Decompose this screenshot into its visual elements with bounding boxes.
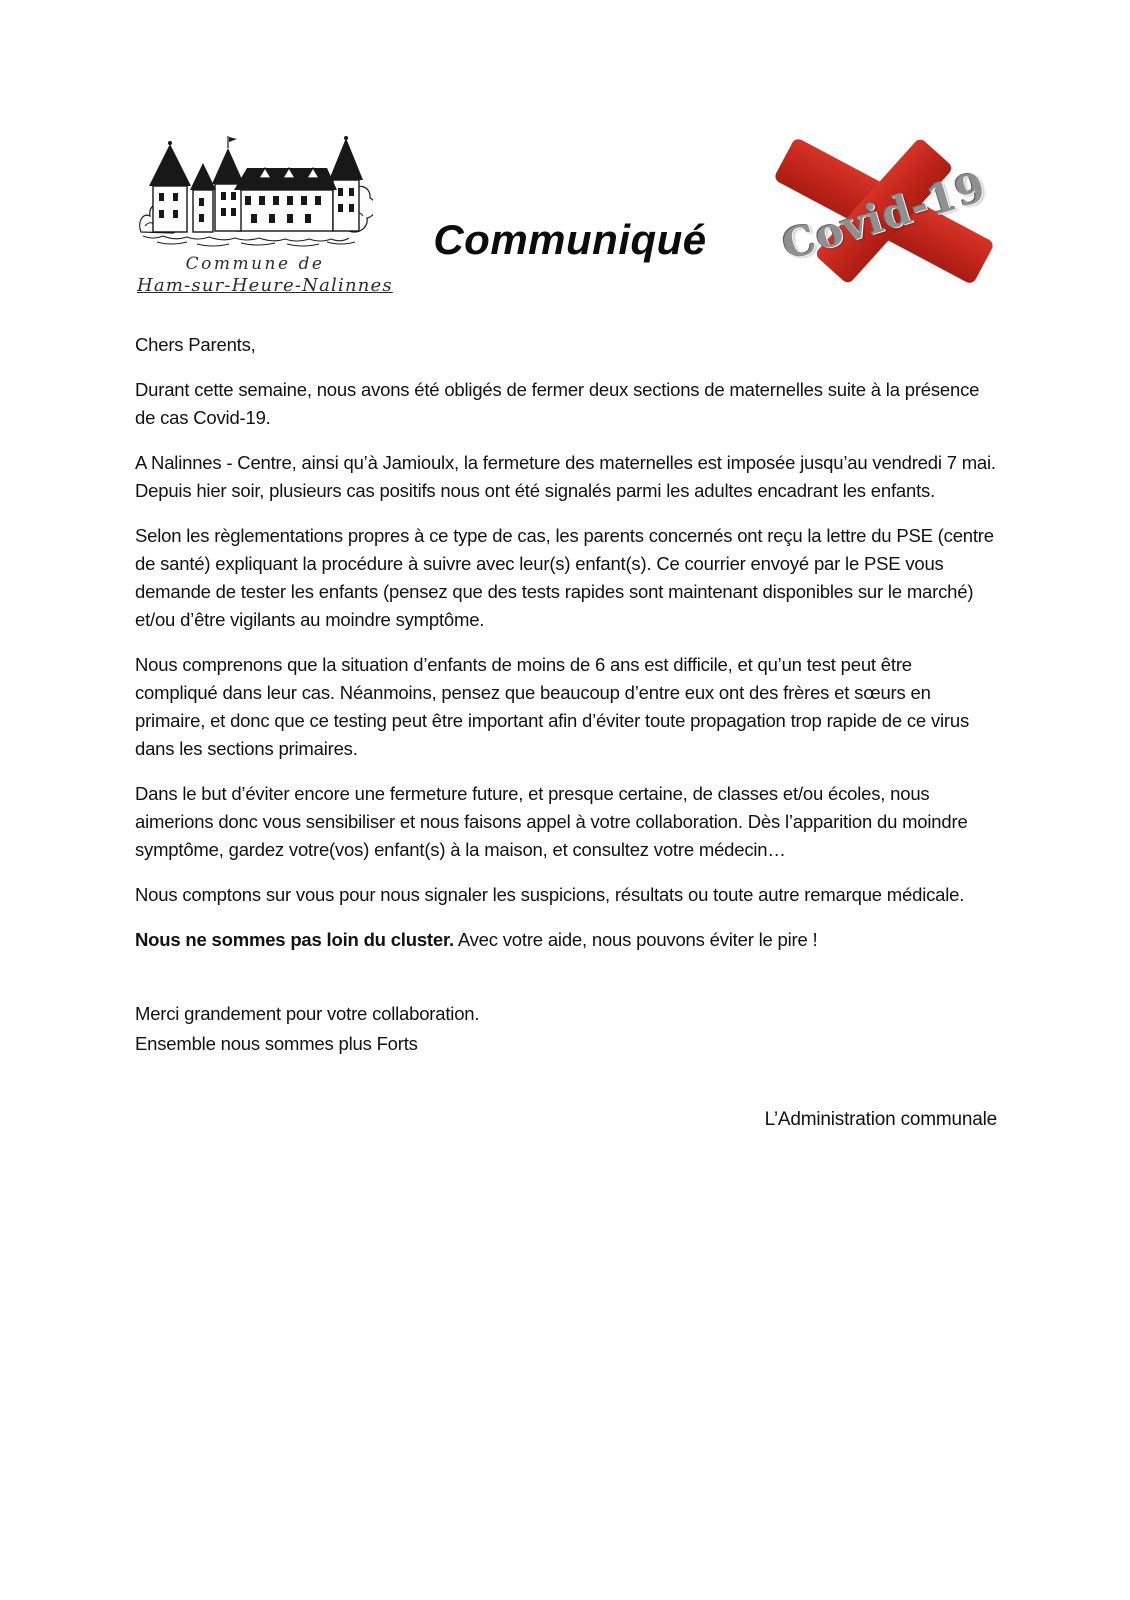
closing-line-1: Merci grandement pour votre collaboration. <box>135 1003 480 1024</box>
paragraph-4: Nous comprenons que la situation d’enfants de moins de 6 ans est difficile, et qu’un test peut être compliqué dans leur cas. Néanmoins, pensez que beaucoup d’entre eux ont des frères et sœurs en primaire, et donc que ce testing peut être important afin d’éviter toute propagation trop rapide de ce virus dans les sections primaires. <box>135 654 970 759</box>
covid-stamp <box>778 146 990 276</box>
cluster-warning-line <box>135 926 997 954</box>
paragraph-5: Dans le but d’éviter encore une fermeture future, et presque certaine, de classes et/ou écoles, nous aimerions donc vous sensibiliser et nous faisons appel à votre collaboration. Dès l’apparition du moindre symptôme, gardez votre(vos) enfant(s) à la maison, et consultez votre médecin… <box>135 783 968 860</box>
logo-caption-line2: Ham-sur-Heure-Nalinnes <box>137 275 393 296</box>
letter-body <box>135 331 997 1151</box>
cluster-warning-rest: Avec votre aide, nous pouvons éviter le pire ! <box>453 929 818 950</box>
paragraph-1: Durant cette semaine, nous avons été obligés de fermer deux sections de maternelles suite à la présence de cas Covid-19. <box>135 379 980 428</box>
logo-caption-line1: Commune de <box>185 254 325 274</box>
cluster-warning-bold: Nous ne sommes pas loin du cluster. <box>135 929 454 950</box>
castle-engraving-image <box>137 136 373 253</box>
closing-lines <box>135 999 997 1059</box>
paragraph-2: A Nalinnes - Centre, ainsi qu’à Jamioulx, la fermeture des maternelles est imposée jusqu’au vendredi 7 mai. Depuis hier soir, plusieurs cas positifs nous ont été signalés parmi les adultes encadrant les enfants. <box>135 452 996 501</box>
closing-line-2: Ensemble nous sommes plus Forts <box>135 1033 418 1054</box>
salutation: Chers Parents, <box>135 334 256 355</box>
paragraph-3: Selon les règlementations propres à ce type de cas, les parents concernés ont reçu la lettre du PSE (centre de santé) expliquant la procédure à suivre avec leur(s) enfant(s). Ce courrier envoyé par le PSE vous demande de tester les enfants (pensez que des tests rapides sont maintenant disponibles sur le marché) et/ou d’être vigilants au moindre symptôme. <box>135 525 994 630</box>
page-title: Communiqué <box>433 216 707 263</box>
commune-logo <box>137 136 393 296</box>
paragraph-6: Nous comptons sur vous pour nous signaler les suspicions, résultats ou toute autre remarque médicale. <box>135 884 965 905</box>
signature: L’Administration communale <box>764 1109 997 1130</box>
stamp-label: Covid-19 <box>776 162 992 270</box>
